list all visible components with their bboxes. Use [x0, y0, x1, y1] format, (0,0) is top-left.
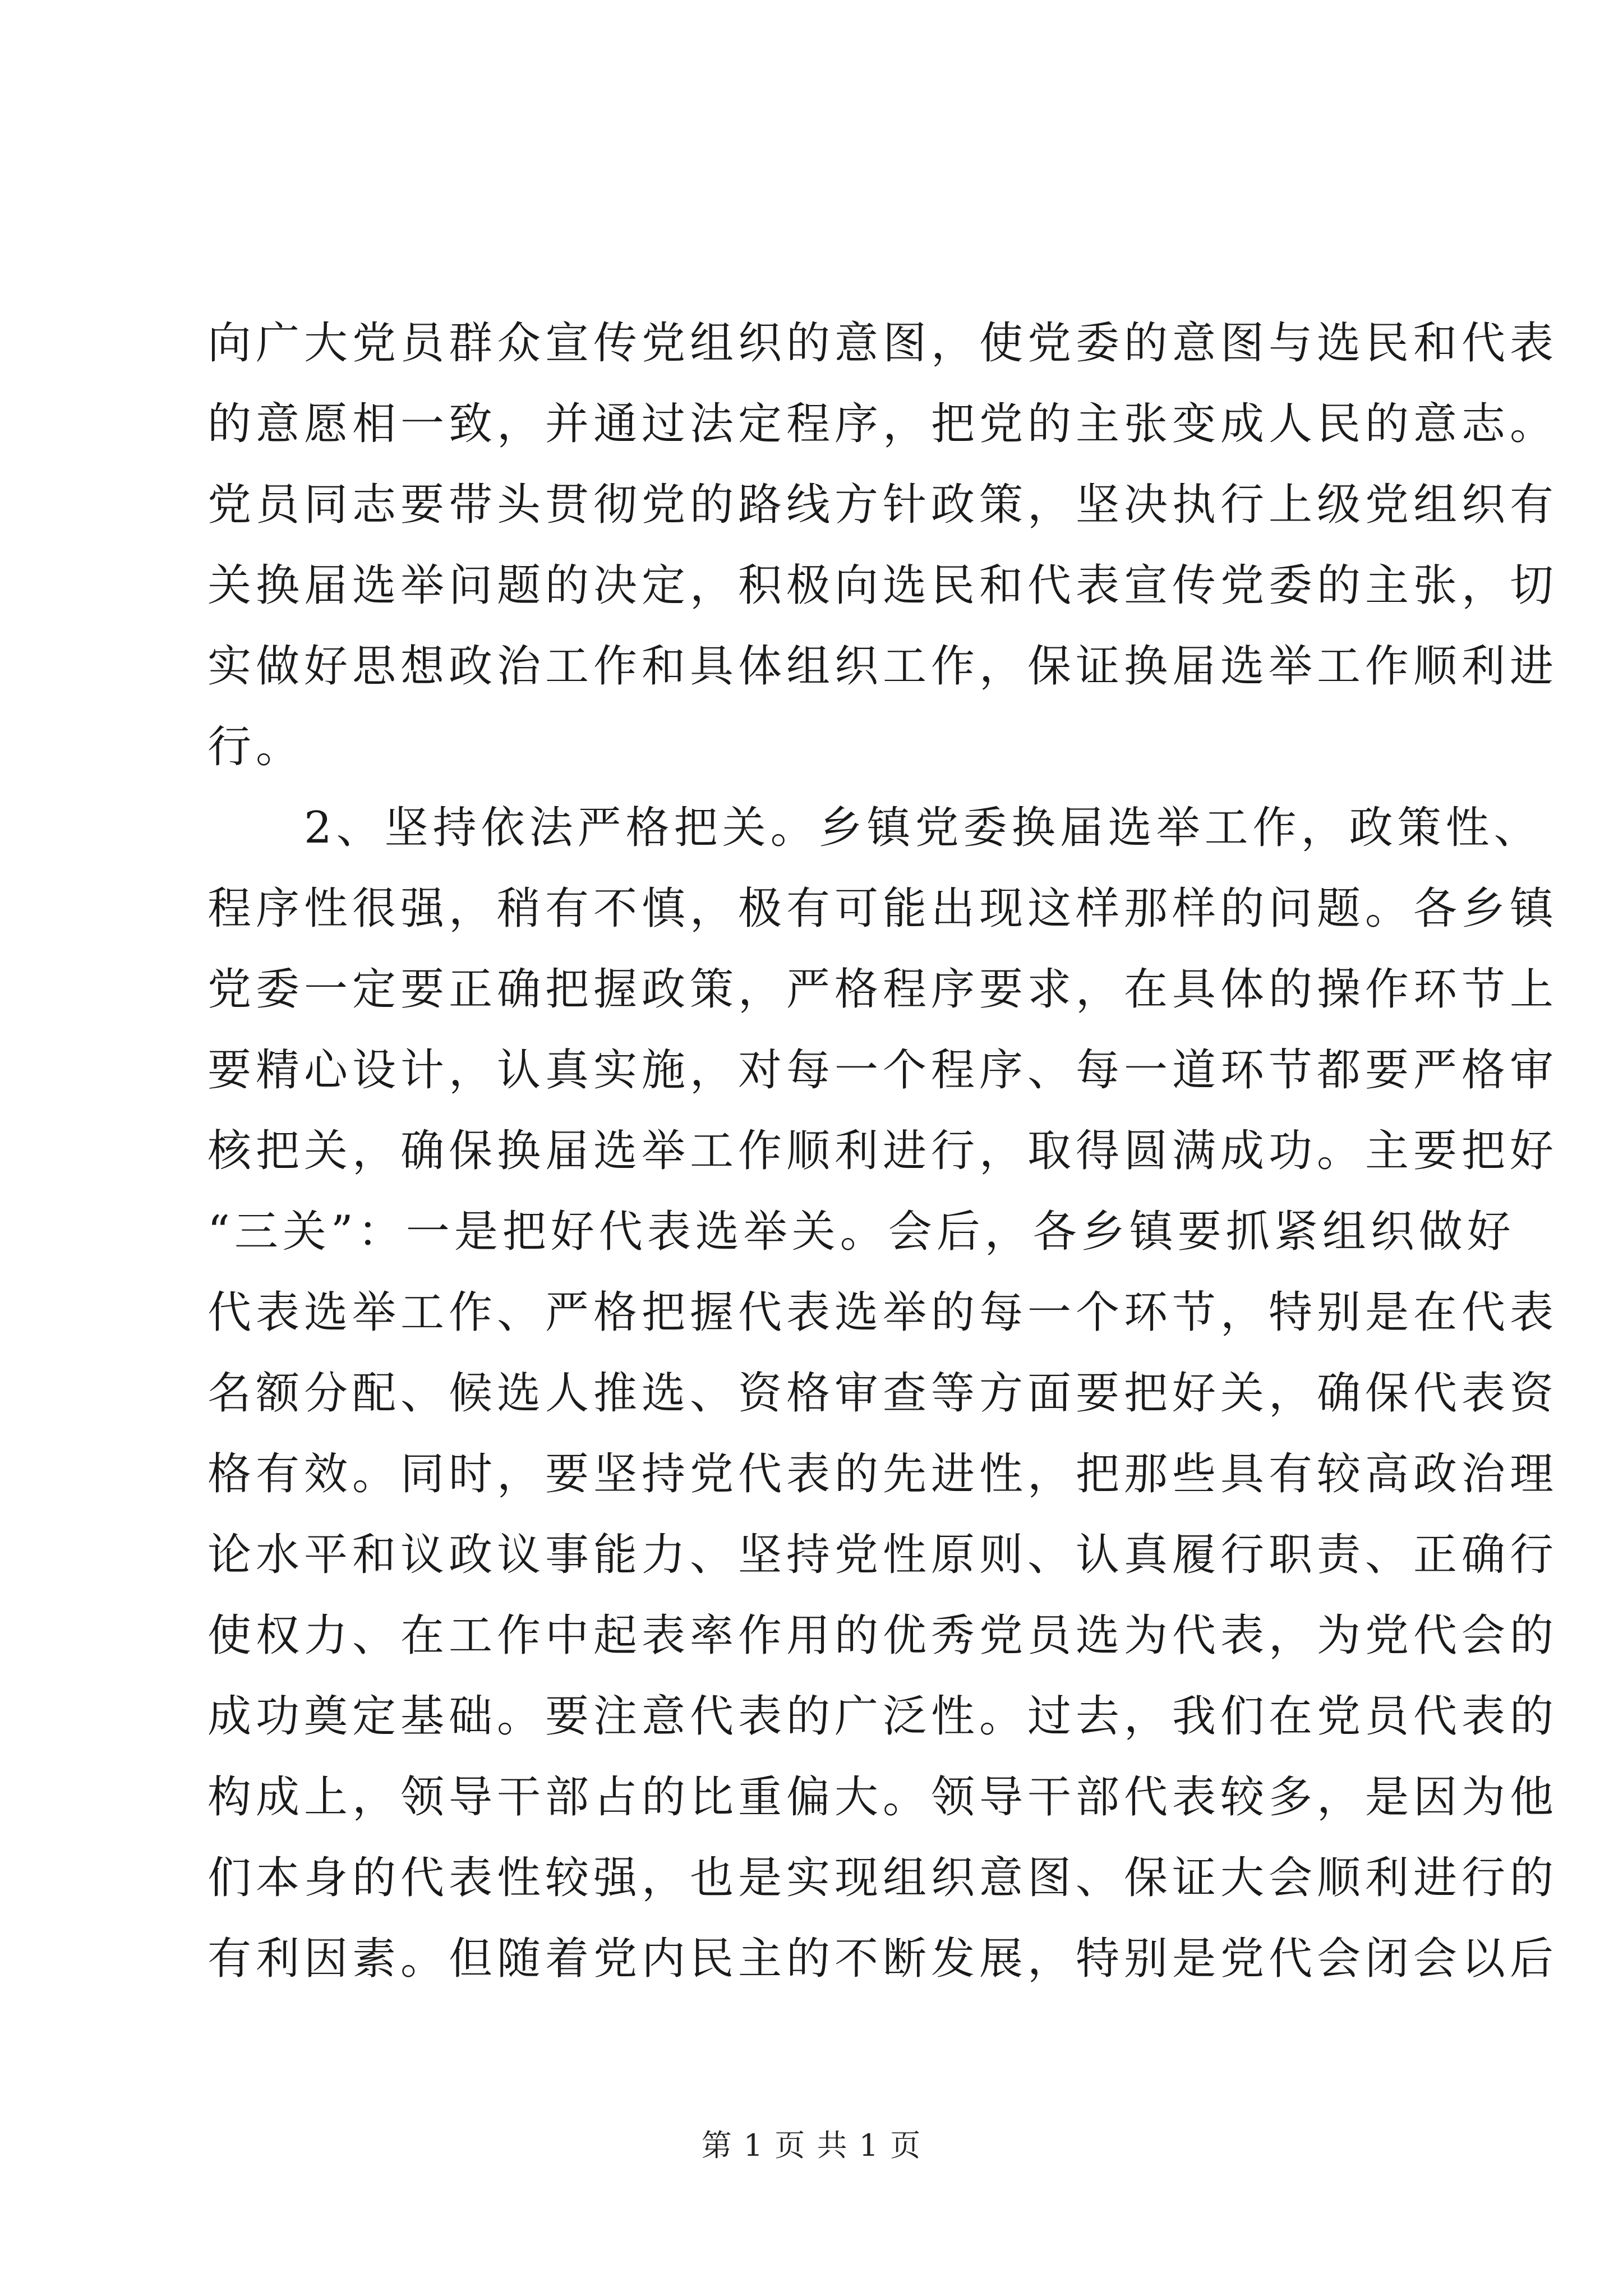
- text-line: 有利因素。但随着党内民主的不断发展，特别是党代会闭会以后: [208, 1934, 1559, 1984]
- text-line: “三关”：一是把好代表选举关。会后，各乡镇要抓紧组织做好: [208, 1207, 1515, 1257]
- text-line: 党员同志要带头贯彻党的路线方针政策，坚决执行上级党组织有: [208, 480, 1559, 530]
- text-line: 程序性很强，稍有不慎，极有可能出现这样那样的问题。各乡镇: [208, 884, 1559, 934]
- body-text: [208, 303, 1559, 1999]
- text-line: 构成上，领导干部占的比重偏大。领导干部代表较多，是因为他: [208, 1772, 1559, 1823]
- text-line: 成功奠定基础。要注意代表的广泛性。过去，我们在党员代表的: [208, 1691, 1559, 1742]
- text-line: 使权力、在工作中起表率作用的优秀党员选为代表，为党代会的: [208, 1611, 1559, 1661]
- text-line: 党委一定要正确把握政策，严格程序要求，在具体的操作环节上: [208, 964, 1559, 1015]
- text-line: 名额分配、候选人推选、资格审查等方面要把好关，确保代表资: [208, 1368, 1559, 1419]
- text-line: 格有效。同时，要坚持党代表的先进性，把那些具有较高政治理: [208, 1449, 1559, 1499]
- text-line: 2、坚持依法严格把关。乡镇党委换届选举工作，政策性、: [208, 803, 1542, 853]
- text-line: 核把关，确保换届选举工作顺利进行，取得圆满成功。主要把好: [208, 1126, 1559, 1176]
- text-line: 论水平和议政议事能力、坚持党性原则、认真履行职责、正确行: [208, 1530, 1559, 1580]
- text-line: 实做好思想政治工作和具体组织工作，保证换届选举工作顺利进: [208, 641, 1559, 692]
- text-line: 向广大党员群众宣传党组织的意图，使党委的意图与选民和代表: [208, 318, 1559, 369]
- text-line: 关换届选举问题的决定，积极向选民和代表宣传党委的主张，切: [208, 560, 1559, 611]
- text-line: 要精心设计，认真实施，对每一个程序、每一道环节都要严格审: [208, 1045, 1559, 1096]
- text-line: 代表选举工作、严格把握代表选举的每一个环节，特别是在代表: [208, 1287, 1559, 1338]
- text-line: 的意愿相一致，并通过法定程序，把党的主张变成人民的意志。: [208, 399, 1559, 449]
- text-line: 行。: [208, 722, 305, 772]
- text-line: 们本身的代表性较强，也是实现组织意图、保证大会顺利进行的: [208, 1853, 1559, 1903]
- page-footer: 第 1 页 共 1 页: [701, 2128, 922, 2163]
